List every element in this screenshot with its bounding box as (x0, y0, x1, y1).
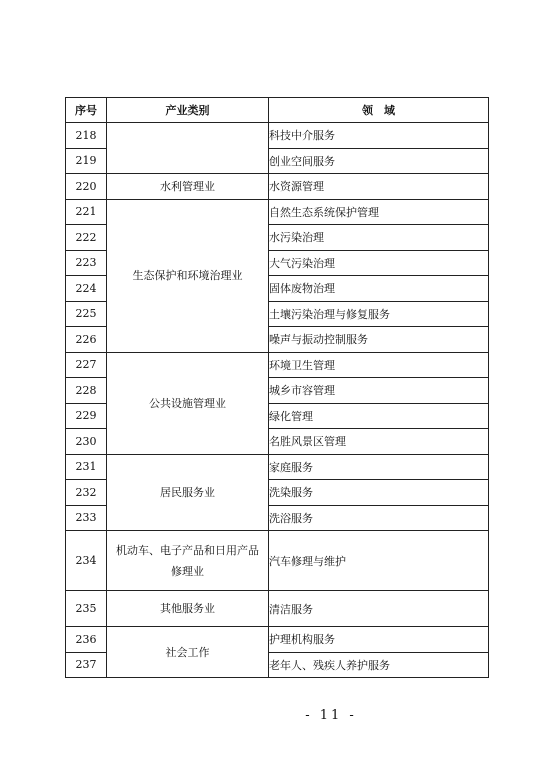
row-index: 223 (66, 250, 107, 276)
row-index: 221 (66, 199, 107, 225)
row-index: 237 (66, 652, 107, 678)
row-category: 其他服务业 (107, 591, 269, 627)
table-row (66, 199, 489, 225)
row-field: 洗染服务 (269, 480, 489, 506)
row-field: 固体废物治理 (269, 276, 489, 302)
row-index: 234 (66, 531, 107, 591)
row-field: 环境卫生管理 (269, 352, 489, 378)
table-row (66, 454, 489, 480)
row-category: 生态保护和环境治理业 (107, 199, 269, 352)
table-row (66, 627, 489, 653)
row-field: 自然生态系统保护管理 (269, 199, 489, 225)
row-index: 229 (66, 403, 107, 429)
row-field: 城乡市容管理 (269, 378, 489, 404)
row-field: 水资源管理 (269, 174, 489, 200)
row-index: 227 (66, 352, 107, 378)
row-index: 225 (66, 301, 107, 327)
header-category: 产业类别 (107, 98, 269, 123)
header-field: 领 域 (269, 98, 489, 123)
row-field: 大气污染治理 (269, 250, 489, 276)
row-category: 机动车、电子产品和日用产品修理业 (107, 531, 269, 591)
row-field: 清洁服务 (269, 591, 489, 627)
table-row (66, 352, 489, 378)
page-number-text: - 11 - (305, 708, 357, 723)
row-category (107, 123, 269, 174)
row-field: 绿化管理 (269, 403, 489, 429)
row-index: 233 (66, 505, 107, 531)
row-field: 水污染治理 (269, 225, 489, 251)
row-field: 土壤污染治理与修复服务 (269, 301, 489, 327)
row-index: 219 (66, 148, 107, 174)
table-row (66, 123, 489, 149)
row-field: 创业空间服务 (269, 148, 489, 174)
row-category: 公共设施管理业 (107, 352, 269, 454)
row-index: 231 (66, 454, 107, 480)
row-index: 226 (66, 327, 107, 353)
industry-table (65, 97, 489, 678)
row-category: 居民服务业 (107, 454, 269, 531)
row-index: 220 (66, 174, 107, 200)
row-index: 235 (66, 591, 107, 627)
header-index: 序号 (66, 98, 107, 123)
page-number (0, 708, 550, 723)
row-field: 老年人、残疾人养护服务 (269, 652, 489, 678)
row-field: 噪声与振动控制服务 (269, 327, 489, 353)
table-header-row (66, 98, 489, 123)
row-index: 222 (66, 225, 107, 251)
row-index: 230 (66, 429, 107, 455)
row-field: 家庭服务 (269, 454, 489, 480)
row-index: 236 (66, 627, 107, 653)
row-index: 218 (66, 123, 107, 149)
row-field: 护理机构服务 (269, 627, 489, 653)
row-index: 224 (66, 276, 107, 302)
row-category: 水利管理业 (107, 174, 269, 200)
row-category: 社会工作 (107, 627, 269, 678)
row-field: 汽车修理与维护 (269, 531, 489, 591)
table-row (66, 531, 489, 591)
row-field: 名胜风景区管理 (269, 429, 489, 455)
row-field: 洗浴服务 (269, 505, 489, 531)
row-index: 232 (66, 480, 107, 506)
table-row (66, 174, 489, 200)
row-index: 228 (66, 378, 107, 404)
table-row (66, 591, 489, 627)
row-field: 科技中介服务 (269, 123, 489, 149)
